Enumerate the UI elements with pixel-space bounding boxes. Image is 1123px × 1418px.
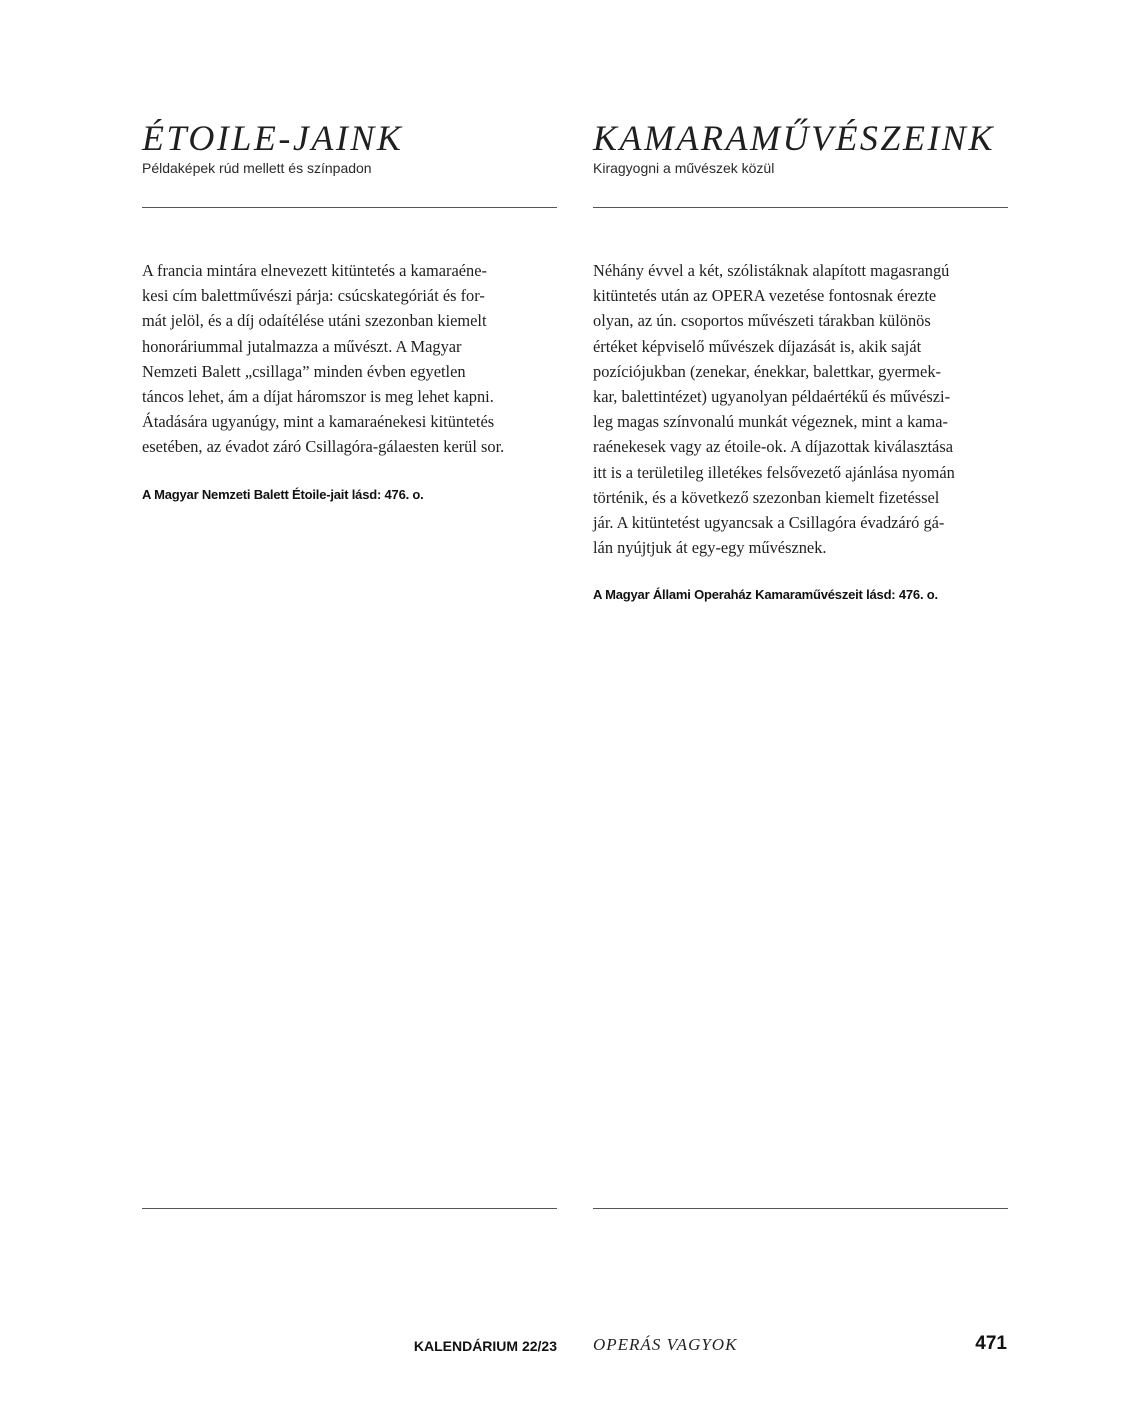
section-title-etoile: ÉTOILE-JAINK: [142, 118, 404, 158]
body-line: Néhány évvel a két, szólistáknak alapított magasrangú: [593, 261, 950, 280]
body-line: esetében, az évadot záró Csillagóra-gálaesten kerül sor.: [142, 437, 505, 457]
body-line: pozíciójukban (zenekar, énekkar, balettkar, gyermek-: [593, 361, 941, 381]
section-etoile: [142, 118, 557, 178]
body-line: kesi cím balettművészi párja: csúcskategóriát és for-: [142, 286, 485, 306]
body-line: kar, balettintézet) ugyanolyan példaértékű és művészi-: [593, 387, 951, 407]
body-line: jár. A kitüntetést ugyancsak a Csillagóra évadzáró gá-: [593, 513, 945, 533]
body-line: olyan, az ún. csoportos művészeti tárakban különös: [593, 311, 931, 331]
body-line: raénekesek vagy az étoile-ok. A díjazottak kiválasztása: [593, 437, 953, 457]
body-line: értéket képviselő művészek díjazását is, akik saját: [593, 336, 922, 356]
section-kamaramuvesz: [593, 118, 1008, 178]
header-divider-right: [593, 207, 1008, 208]
section-subtitle-kamaramuvesz: Kiragyogni a művészek közül: [593, 160, 775, 176]
footer-divider-right: [593, 1208, 1008, 1209]
header-divider-left: [142, 207, 557, 208]
body-line: mát jelöl, és a díj odaítélése utáni szezonban kiemelt: [142, 311, 487, 331]
footer-publication: KALENDÁRIUM 22/23: [413, 1338, 557, 1354]
body-line: Nemzeti Balett „csillaga” minden évben egyetlen: [142, 361, 466, 381]
page-number: 471: [975, 1333, 1007, 1354]
section-subtitle-etoile: Példaképek rúd mellett és színpadon: [142, 160, 372, 176]
body-line: honoráriummal jutalmazza a művészt. A Magyar: [142, 336, 462, 356]
footer-divider-left: [142, 1208, 557, 1209]
body-line: A francia mintára elnevezett kitüntetés a kamaraéne-: [142, 261, 487, 280]
reference-note-etoile: A Magyar Nemzeti Balett Étoile-jait lásd: 476. o.: [142, 487, 424, 502]
body-line: kitüntetés után az OPERA vezetése fontosnak érezte: [593, 286, 937, 306]
reference-note-kamaramuvesz: A Magyar Állami Operaház Kamaraművészeit lásd: 476. o.: [593, 587, 938, 602]
section-title-kamaramuvesz: KAMARAMŰVÉSZEINK: [593, 118, 995, 158]
body-line: leg magas színvonalú munkát végeznek, mint a kama-: [593, 412, 949, 432]
body-text-kamaramuvesz: [593, 258, 1008, 560]
body-line: Átadására ugyanúgy, mint a kamaraénekesi kitüntetés: [142, 412, 495, 432]
footer-section-name: OPERÁS VAGYOK: [593, 1335, 738, 1354]
body-line: történik, és a következő szezonban kiemelt fizetéssel: [593, 487, 940, 507]
body-line: táncos lehet, ám a díjat háromszor is meg lehet kapni.: [142, 387, 494, 407]
body-text-etoile: [142, 258, 557, 460]
body-line: lán nyújtjuk át egy-egy művésznek.: [593, 538, 827, 558]
body-line: itt is a területileg illetékes felsővezető ajánlása nyomán: [593, 462, 955, 482]
